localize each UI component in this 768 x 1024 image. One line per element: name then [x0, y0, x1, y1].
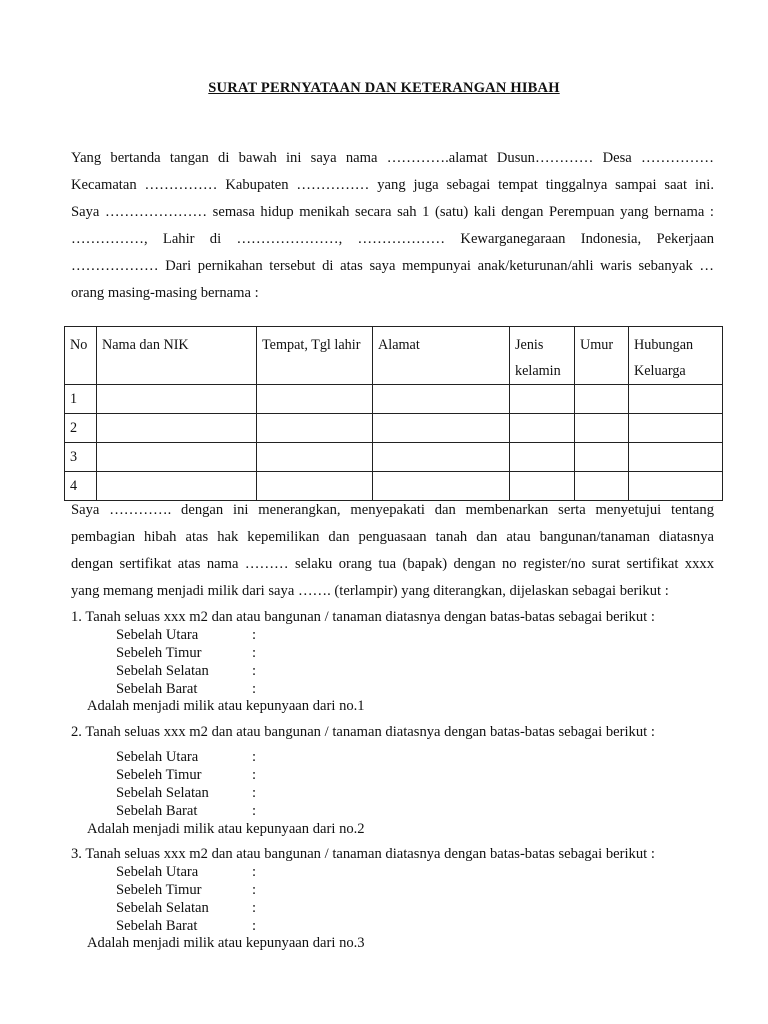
border-label: Sebelah Utara: [116, 749, 199, 765]
border-label: Sebelah Utara: [116, 627, 199, 643]
table-cell: [575, 443, 629, 472]
border-label: Sebelah Selatan: [116, 900, 209, 916]
table-cell: [629, 443, 723, 472]
table-cell: 1: [65, 385, 97, 414]
land-item-heading: 2. Tanah seluas xxx m2 dan atau bangunan / tanaman diatasnya dengan batas-batas sebagai berikut :: [71, 724, 655, 740]
table-row: [65, 385, 723, 414]
table-cell: [97, 385, 257, 414]
border-label: Sebelah Selatan: [116, 785, 209, 801]
table-cell: [510, 385, 575, 414]
table-cell: [257, 443, 373, 472]
border-label: Sebelah Selatan: [116, 663, 209, 679]
table-cell: [575, 472, 629, 501]
table-cell: [510, 443, 575, 472]
table-cell: [629, 472, 723, 501]
document-title: SURAT PERNYATAAN DAN KETERANGAN HIBAH: [208, 80, 560, 96]
land-item-heading: 3. Tanah seluas xxx m2 dan atau bangunan / tanaman diatasnya dengan batas-batas sebagai berikut :: [71, 846, 655, 862]
border-colon: :: [252, 645, 257, 661]
table-cell: [373, 472, 510, 501]
table-cell: [373, 385, 510, 414]
intro-line: Saya ………………… semasa hidup menikah secara sah 1 (satu) kali dengan Perempuan yang bernama :: [71, 204, 714, 220]
table-row: [65, 414, 723, 443]
table-cell: [629, 414, 723, 443]
intro-line: ……………, Lahir di …………………, ……………… Kewarganegaraan Indonesia, Pekerjaan: [71, 231, 714, 247]
column-header: Umur: [575, 327, 629, 385]
table-cell: [510, 414, 575, 443]
border-label: Sebeleh Timur: [116, 645, 202, 661]
border-colon: :: [252, 627, 257, 643]
border-colon: :: [252, 749, 257, 765]
border-label: Sebelah Barat: [116, 918, 198, 934]
statement-line: dengan sertifikat atas nama ……… selaku orang tua (bapak) dengan no register/no surat sertifikat xxxx: [71, 556, 714, 572]
border-colon: :: [252, 864, 257, 880]
column-header: Tempat, Tgl lahir: [257, 327, 373, 385]
ownership-line: Adalah menjadi milik atau kepunyaan dari no.1: [87, 698, 365, 714]
table-cell: [97, 414, 257, 443]
table-cell: [629, 385, 723, 414]
intro-line: orang masing-masing bernama :: [71, 285, 259, 301]
border-colon: :: [252, 681, 257, 697]
table-cell: 3: [65, 443, 97, 472]
column-header: Nama dan NIK: [97, 327, 257, 385]
statement-line: Saya …………. dengan ini menerangkan, menyepakati dan membenarkan serta menyetujui tentang: [71, 502, 714, 518]
border-colon: :: [252, 882, 257, 898]
intro-line: Yang bertanda tangan di bawah ini saya nama ………….alamat Dusun………… Desa ……………: [71, 150, 714, 166]
border-label: Sebelah Utara: [116, 864, 199, 880]
statement-line: yang memang menjadi milik dari saya ……. (terlampir) yang diterangkan, dijelaskan sebagai berikut :: [71, 583, 669, 599]
table-cell: [257, 385, 373, 414]
ownership-line: Adalah menjadi milik atau kepunyaan dari no.3: [87, 935, 365, 951]
table-cell: [575, 414, 629, 443]
border-colon: :: [252, 663, 257, 679]
column-header: Jenis kelamin: [510, 327, 575, 385]
heirs-table: [64, 326, 723, 501]
intro-line: Kecamatan …………… Kabupaten …………… yang juga sebagai tempat tinggalnya sampai saat ini.: [71, 177, 714, 193]
border-colon: :: [252, 803, 257, 819]
border-colon: :: [252, 918, 257, 934]
table-cell: [97, 472, 257, 501]
table-row: [65, 472, 723, 501]
border-label: Sebeleh Timur: [116, 767, 202, 783]
land-item-heading: 1. Tanah seluas xxx m2 dan atau bangunan / tanaman diatasnya dengan batas-batas sebagai berikut :: [71, 609, 655, 625]
column-header: No: [65, 327, 97, 385]
table-cell: [373, 443, 510, 472]
border-label: Sebelah Barat: [116, 681, 198, 697]
table-cell: [97, 443, 257, 472]
ownership-line: Adalah menjadi milik atau kepunyaan dari no.2: [87, 821, 365, 837]
table-cell: [575, 385, 629, 414]
table-cell: [257, 414, 373, 443]
table-row: [65, 443, 723, 472]
table-cell: [257, 472, 373, 501]
border-colon: :: [252, 900, 257, 916]
statement-line: pembagian hibah atas hak kepemilikan dan penguasaan tanah dan atau bangunan/tanaman diatasnya: [71, 529, 714, 545]
intro-line: ……………… Dari pernikahan tersebut di atas saya mempunyai anak/keturunan/ahli waris sebanyak …: [71, 258, 714, 274]
column-header: Alamat: [373, 327, 510, 385]
table-cell: [510, 472, 575, 501]
column-header: Hubungan Keluarga: [629, 327, 723, 385]
table-cell: 2: [65, 414, 97, 443]
table-cell: 4: [65, 472, 97, 501]
border-colon: :: [252, 785, 257, 801]
border-label: Sebelah Barat: [116, 803, 198, 819]
border-colon: :: [252, 767, 257, 783]
border-label: Sebeleh Timur: [116, 882, 202, 898]
table-header-row: [65, 327, 723, 385]
table-cell: [373, 414, 510, 443]
